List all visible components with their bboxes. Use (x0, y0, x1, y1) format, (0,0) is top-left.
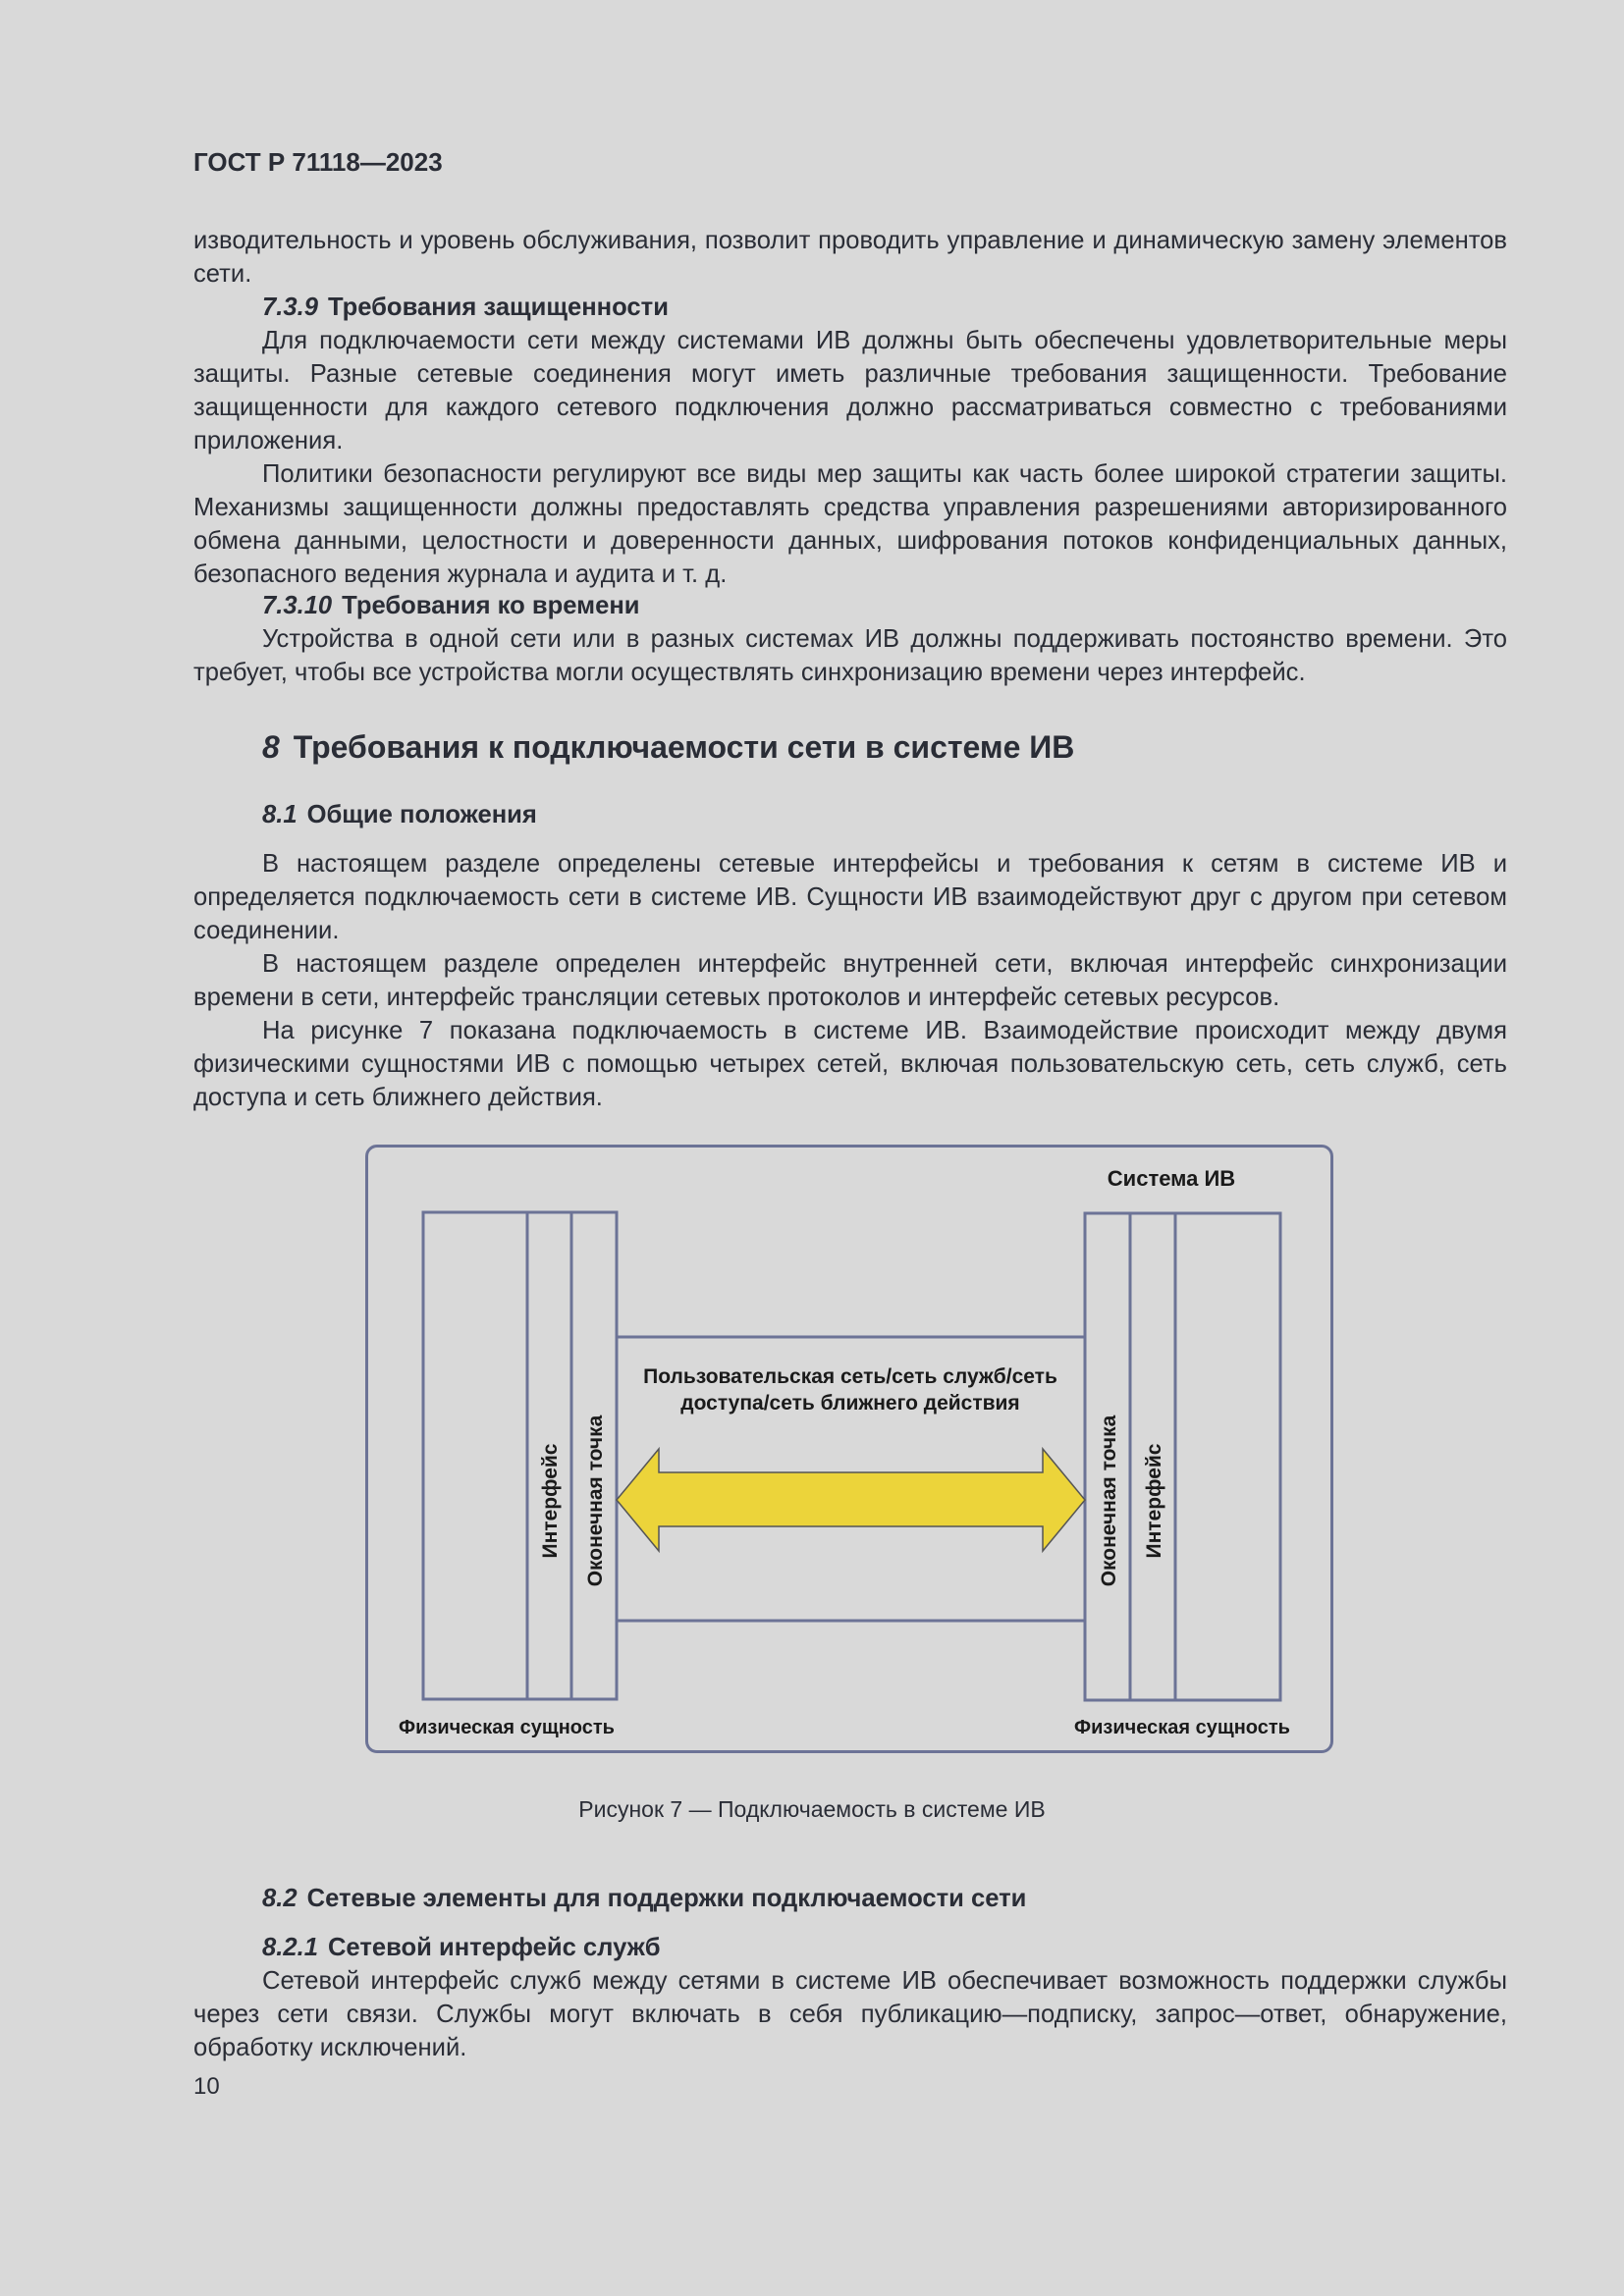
page-number: 10 (193, 2073, 220, 2100)
left-endpoint-label: Оконечная точка (584, 1415, 607, 1587)
paragraph-general-2: В настоящем разделе определен интерфейс внутренней сети, включая интерфейс синхронизации времени в сети, интерфейс трансляции сетевых протоколов и интерфейс сетевых ресурсов. (193, 950, 1507, 1011)
subsection-number: 8.2 (262, 1885, 298, 1912)
subsection-number: 8.1 (262, 801, 298, 828)
right-entity-label: Физическая сущность (1074, 1717, 1290, 1738)
subsection-7-3-10-heading (262, 589, 640, 622)
diagram-canvas (368, 1148, 1336, 1756)
paragraph-security-1: Для подключаемости сети между системами ИВ должны быть обеспечены удовлетворительные меры защиты. Разные сетевые соединения могут иметь различные требования защищенности. Требование защищенности для каждого сетевого подключения должно рассматриваться совместно с требованиями приложения. (193, 327, 1507, 454)
network-label-line-1: Пользовательская сеть/сеть служб/сеть (643, 1365, 1057, 1388)
left-interface-label: Интерфейс (539, 1443, 562, 1559)
network-label-line-2: доступа/сеть ближнего действия (680, 1392, 1020, 1415)
paragraph-general-3: На рисунке 7 показана подключаемость в системе ИВ. Взаимодействие происходит между двумя физическими сущностями ИВ с помощью четырех сетей, включая пользовательскую сеть, сеть служб, сеть доступа и сеть ближнего действия. (193, 1017, 1507, 1111)
paragraph-general-1: В настоящем разделе определены сетевые интерфейсы и требования к сетям в системе ИВ и определяется подключаемость сети в системе ИВ. Сущности ИВ взаимодействуют друг с другом при сетевом соединении. (193, 850, 1507, 944)
figure-caption: Рисунок 7 — Подключаемость в системе ИВ (578, 1796, 1046, 1822)
subsection-7-3-9-heading (262, 291, 669, 324)
figure-7-diagram (365, 1145, 1333, 1753)
subsection-title: Общие положения (306, 801, 537, 828)
subsection-title: Требования защищенности (327, 294, 669, 321)
subsection-number: 7.3.9 (262, 294, 318, 321)
system-label: Система ИВ (1107, 1166, 1236, 1191)
right-endpoint-label: Оконечная точка (1098, 1415, 1120, 1587)
network-channel (617, 1337, 1085, 1621)
subsection-title: Сетевые элементы для поддержки подключаемости сети (306, 1885, 1027, 1912)
left-entity-label: Физическая сущность (399, 1717, 615, 1738)
subsection-number: 8.2.1 (262, 1934, 318, 1961)
subsection-8-2-heading (262, 1882, 1026, 1915)
right-physical-entity (1085, 1213, 1280, 1700)
paragraph-time: Устройства в одной сети или в разных системах ИВ должны поддерживать постоянство времени. Это требует, чтобы все устройства могли осуществлять синхронизацию времени через интерфейс. (193, 625, 1507, 686)
right-interface-label: Интерфейс (1143, 1443, 1165, 1559)
section-8-heading (262, 729, 1074, 766)
section-number: 8 (262, 729, 280, 765)
document-header: ГОСТ Р 71118—2023 (193, 147, 443, 177)
bidirectional-arrow-icon (617, 1449, 1085, 1551)
subsection-8-1-heading (262, 798, 537, 831)
paragraph-service-interface: Сетевой интерфейс служб между сетями в системе ИВ обеспечивает возможность поддержки службы через сети связи. Службы могут включать в себя публикацию—подписку, запрос—ответ, обнаружение, обработку исключений. (193, 1967, 1507, 2061)
subsection-title: Требования ко времени (342, 592, 640, 619)
section-title: Требования к подключаемости сети в системе ИВ (293, 729, 1075, 765)
paragraph-continued: изводительность и уровень обслуживания, позволит проводить управление и динамическую замену элементов сети. (193, 227, 1507, 288)
left-physical-entity (423, 1212, 617, 1699)
paragraph-security-2: Политики безопасности регулируют все виды мер защиты как часть более широкой стратегии защиты. Механизмы защищенности должны предоставлять средства управления разрешениями автоpизированного обмена данными, целостности и доверенности данных, шифрования потоков конфиденциальных данных, безопасного ведения журнала и аудита и т. д. (193, 460, 1507, 588)
subsection-8-2-1-heading (262, 1931, 661, 1964)
subsection-number: 7.3.10 (262, 592, 333, 619)
subsection-title: Сетевой интерфейс служб (327, 1934, 661, 1961)
